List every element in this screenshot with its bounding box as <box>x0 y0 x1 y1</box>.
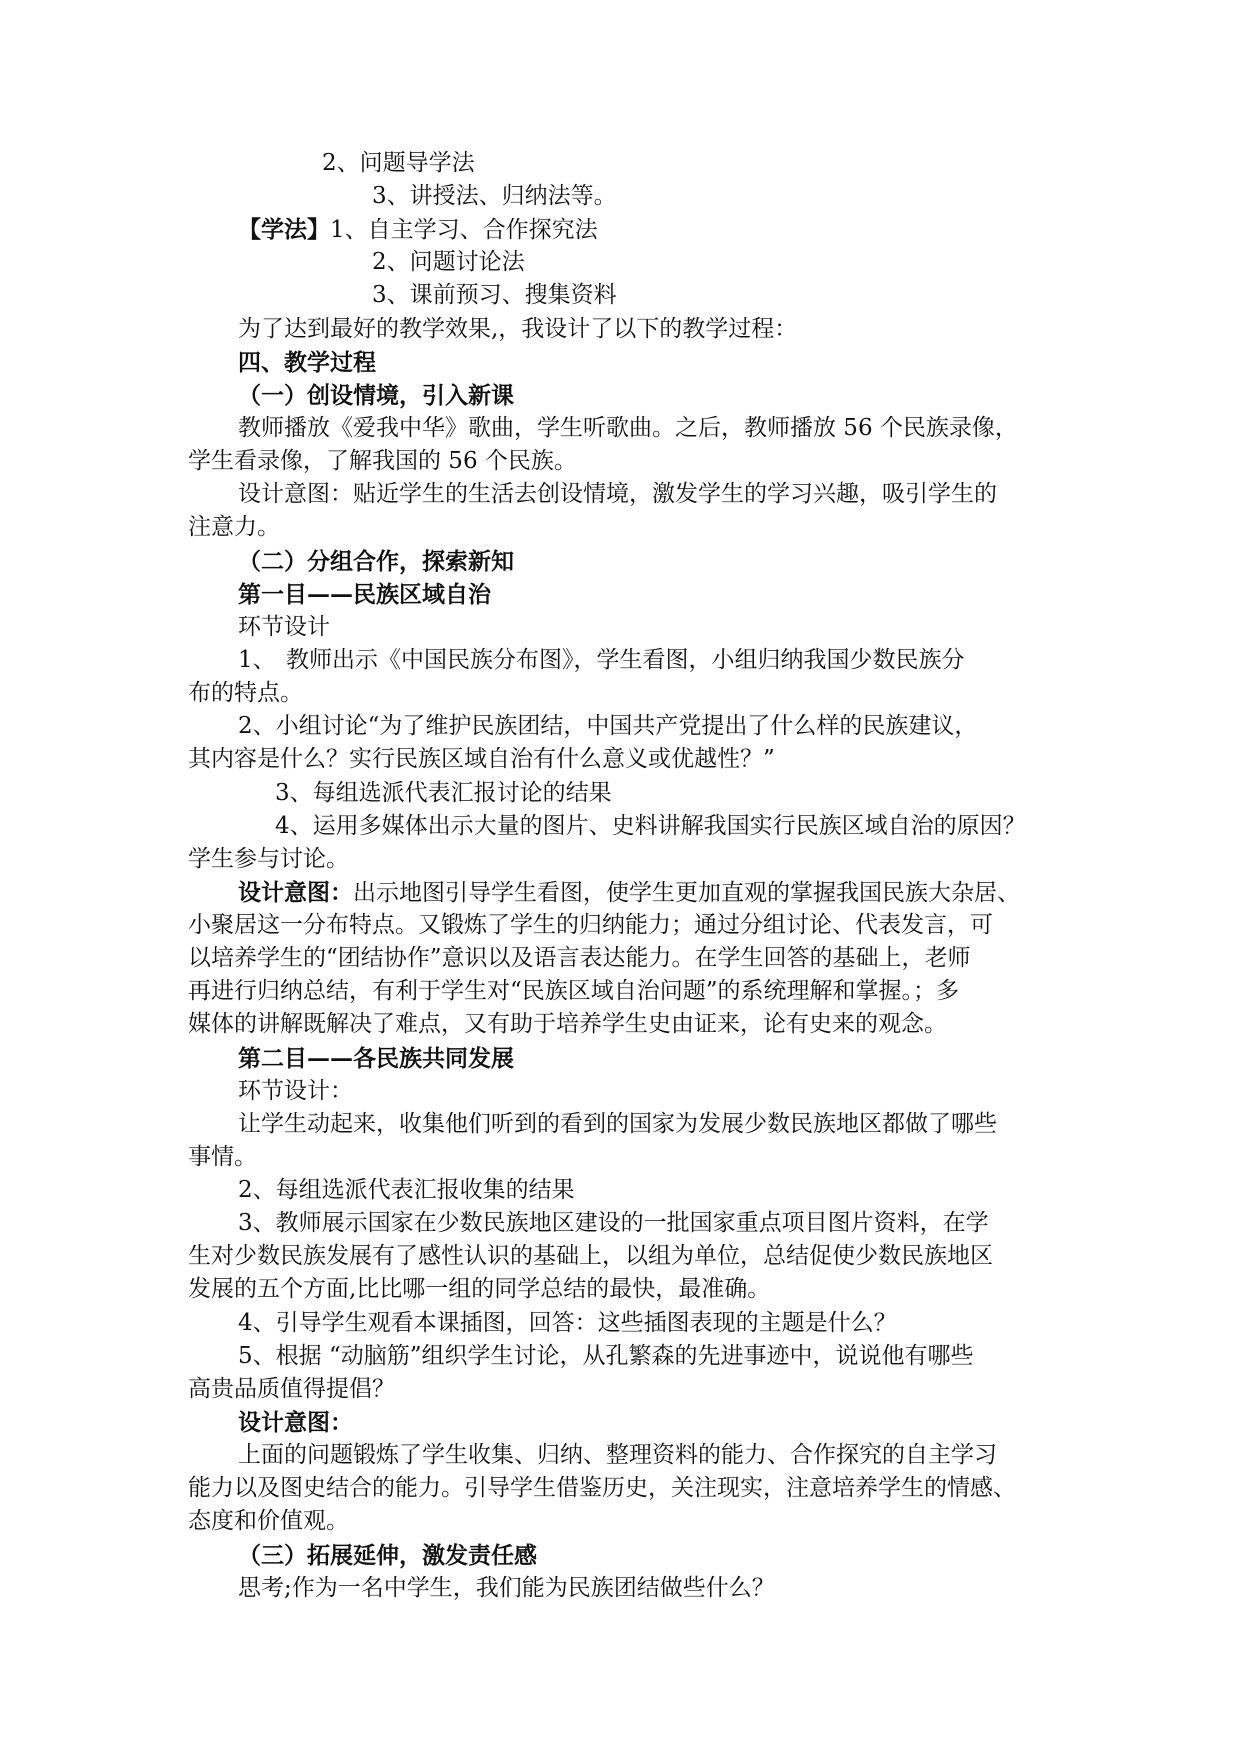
part3-text: 思考;作为一名中学生，我们能为民族团结做些什么？ <box>238 1575 775 1601</box>
part1-intent-line: 注意力。 <box>188 514 280 540</box>
item1-intent-text: 出示地图引导学生看图，使学生更加直观的掌握我国民族大杂居、 <box>353 880 1020 906</box>
learning-method-label: 【学法】 <box>238 216 330 243</box>
item2-step3-line: 3、教师展示国家在少数民族地区建设的一批国家重点项目图片资料，在学 <box>238 1210 989 1236</box>
item1-intent-line: 再进行归纳总结，有利于学生对“民族区域自治问题”的系统理解和掌握。；多 <box>188 978 960 1004</box>
learning-method-3: 3、课前预习、搜集资料 <box>372 282 617 308</box>
item2-intent-label: 设计意图： <box>238 1409 353 1436</box>
item1-design-label: 环节设计 <box>238 614 330 640</box>
item1-step4-line: 4、运用多媒体出示大量的图片、史料讲解我国实行民族区域自治的原因？ <box>275 813 1026 839</box>
item1-step3: 3、每组选派代表汇报讨论的结果 <box>275 780 612 806</box>
part1-heading: （一）创设情境，引入新课 <box>238 382 514 409</box>
teaching-method-2: 2、问题导学法 <box>322 150 475 176</box>
intro-sentence: 为了达到最好的教学效果,，我设计了以下的教学过程： <box>238 316 798 342</box>
part2-heading: （二）分组合作，探索新知 <box>238 548 514 575</box>
item1-intent-line: 以培养学生的“团结协作”意识以及语言表达能力。在学生回答的基础上，老师 <box>188 945 971 971</box>
part1-intent-line: 设计意图：贴近学生的生活去创设情境，激发学生的学习兴趣，吸引学生的 <box>238 481 997 507</box>
item2-step3-line: 生对少数民族发展有了感性认识的基础上，以组为单位，总结促使少数民族地区 <box>188 1243 993 1269</box>
section-heading-process: 四、教学过程 <box>238 349 376 376</box>
item1-step1 <box>238 647 965 675</box>
part3-heading: （三）拓展延伸，激发责任感 <box>238 1542 537 1569</box>
item1-step1-number: 1、 <box>238 647 276 673</box>
learning-method-1-text: 1、自主学习、合作探究法 <box>330 217 598 243</box>
item1-intent <box>238 879 1020 908</box>
item1-step2-line: 其内容是什么？实行民族区域自治有什么意义或优越性？” <box>188 746 775 772</box>
item2-intent-line: 态度和价值观。 <box>188 1508 349 1534</box>
item2-step1-line: 事情。 <box>188 1144 257 1170</box>
item2-step2: 2、每组选派代表汇报收集的结果 <box>238 1177 575 1203</box>
item1-step1-line: 布的特点。 <box>188 680 303 706</box>
item2-intent-line: 上面的问题锻炼了学生收集、归纳、整理资料的能力、合作探究的自主学习 <box>238 1442 997 1468</box>
item1-intent-line: 媒体的讲解既解决了难点，又有助于培养学生史由证来，论有史来的观念。 <box>188 1011 947 1037</box>
item2-step1-line: 让学生动起来，收集他们听到的看到的国家为发展少数民族地区都做了哪些 <box>238 1111 997 1137</box>
learning-method-2: 2、问题讨论法 <box>372 249 525 275</box>
item2-heading: 第二目——各民族共同发展 <box>238 1045 514 1072</box>
item2-design-label: 环节设计： <box>238 1078 353 1104</box>
item2-intent-line: 能力以及图史结合的能力。引导学生借鉴历史，关注现实，注意培养学生的情感、 <box>188 1475 1016 1501</box>
item1-step4-line: 学生参与讨论。 <box>188 846 349 872</box>
item2-step3-line: 发展的五个方面,比比哪一组的同学总结的最快，最准确。 <box>188 1276 771 1302</box>
item2-step5-line: 5、根据 “动脑筋”组织学生讨论，从孔繁森的先进事迹中，说说他有哪些 <box>238 1343 974 1369</box>
item2-step5-line: 高贵品质值得提倡？ <box>188 1376 395 1402</box>
item1-step2-line: 2、小组讨论“为了维护民族团结，中国共产党提出了什么样的民族建议， <box>238 713 978 739</box>
learning-method-1 <box>238 216 598 245</box>
part1-text-line: 学生看录像，了解我国的 56 个民族。 <box>188 448 577 474</box>
item1-step1-text: 教师出示《中国民族分布图》，学生看图，小组归纳我国少数民族分 <box>286 647 965 673</box>
item1-intent-label: 设计意图： <box>238 879 353 906</box>
item2-step4: 4、引导学生观看本课插图，回答：这些插图表现的主题是什么？ <box>238 1310 897 1336</box>
teaching-method-3: 3、讲授法、归纳法等。 <box>372 183 617 209</box>
item1-heading: 第一目——民族区域自治 <box>238 581 491 608</box>
part1-text-line: 教师播放《爱我中华》歌曲，学生听歌曲。之后，教师播放 56 个民族录像， <box>238 415 1018 441</box>
item1-intent-line: 小聚居这一分布特点。又锻炼了学生的归纳能力；通过分组讨论、代表发言，可 <box>188 912 993 938</box>
